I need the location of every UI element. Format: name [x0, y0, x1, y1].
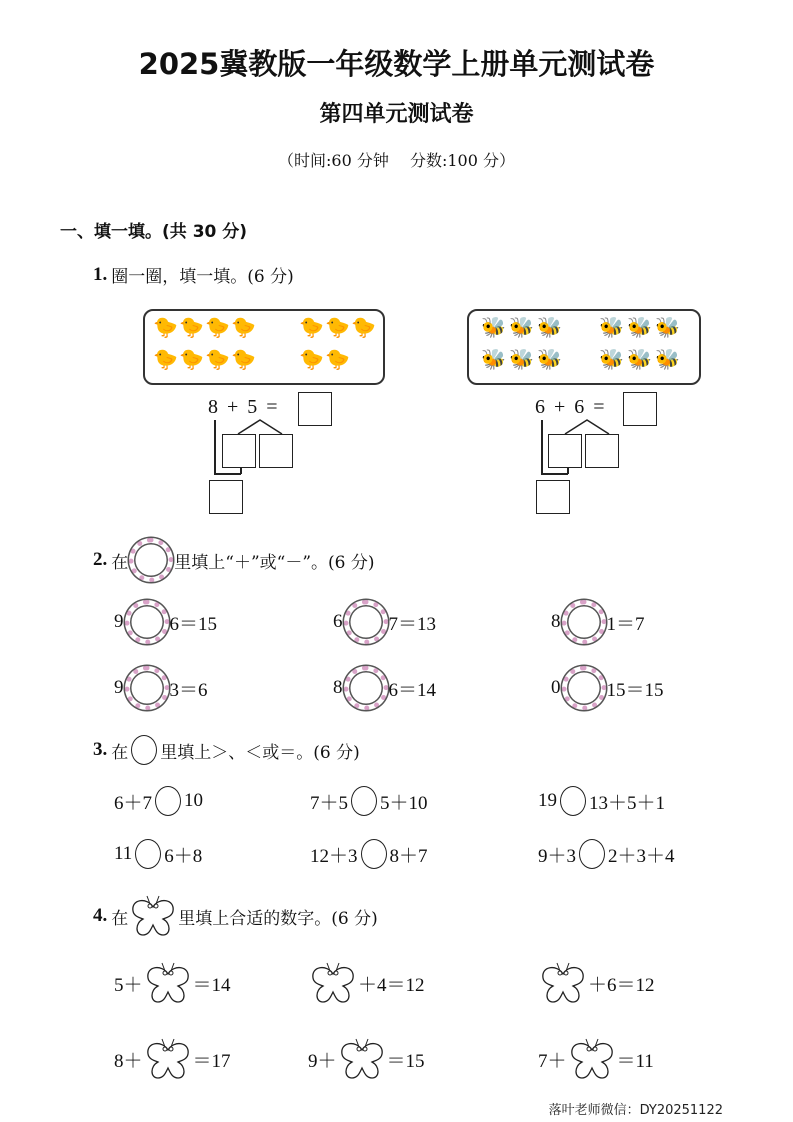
expr-left: 11 [114, 843, 133, 864]
connector-line [541, 420, 543, 474]
plus-minus-item [551, 600, 645, 644]
expr-right: 8＋7 [389, 845, 428, 867]
bee-icon: 🐝 [655, 315, 680, 339]
addend-b: 6 [574, 396, 587, 418]
bees-picture-box [467, 309, 701, 385]
operand-left: 9 [114, 677, 124, 698]
fill-number-item [308, 1036, 425, 1082]
operand-right: 3＝6 [169, 679, 208, 701]
question-text-post: 里填上合适的数字。(6 分) [178, 908, 378, 929]
bee-icon: 🐝 [481, 315, 506, 339]
question-text-pre: 在 [111, 908, 129, 929]
addend-b: 5 [247, 396, 260, 418]
answer-box-split-1[interactable] [222, 434, 256, 468]
flower-answer-circle[interactable] [562, 666, 606, 710]
chick-icon: 🐤 [153, 347, 178, 371]
expr-left: 7＋ [538, 1050, 567, 1072]
expr-right: 2＋3＋4 [608, 845, 675, 867]
addend-a: 8 [208, 396, 220, 418]
circle-icon [131, 735, 157, 765]
question-4 [93, 893, 378, 939]
butterfly-answer-box[interactable] [539, 960, 587, 1006]
chick-icon: 🐤 [231, 347, 256, 371]
answer-box-split-1[interactable] [548, 434, 582, 468]
expr-right: ＝11 [616, 1050, 654, 1072]
chick-icon: 🐤 [179, 315, 204, 339]
compare-item [310, 786, 428, 816]
equals-sign: = [593, 396, 607, 418]
bee-icon: 🐝 [599, 315, 624, 339]
answer-box-sum[interactable] [623, 392, 657, 426]
butterfly-icon [129, 893, 177, 939]
chick-icon: 🐤 [231, 315, 256, 339]
chick-icon: 🐤 [299, 347, 324, 371]
fill-number-item [114, 960, 231, 1006]
plus-minus-item [114, 600, 217, 644]
butterfly-answer-box[interactable] [568, 1036, 616, 1082]
equation-chicks [208, 396, 280, 419]
question-1 [93, 262, 294, 287]
question-text-post: 里填上“＋”或“－”。(6 分) [174, 552, 375, 573]
connector-line [214, 473, 241, 475]
plus-minus-item [333, 666, 436, 710]
bee-icon: 🐝 [599, 347, 624, 371]
question-number: 2. [93, 549, 108, 570]
compare-answer-circle[interactable] [351, 786, 377, 816]
connector-line [214, 420, 216, 474]
expr-right: 6＋8 [164, 845, 203, 867]
butterfly-answer-box[interactable] [309, 960, 357, 1006]
section-heading: 一、填一填。(共 30 分) [60, 222, 248, 242]
question-text-pre: 在 [111, 742, 129, 763]
expr-right: ＝15 [386, 1050, 425, 1072]
watermark: 落叶老师微信：DY20251122 [548, 1103, 723, 1118]
question-3 [93, 735, 360, 765]
exam-meta: （时间:60 分钟 分数:100 分） [278, 151, 515, 170]
operand-right: 1＝7 [606, 613, 645, 635]
expr-right: ＝17 [192, 1050, 231, 1072]
expr-right: ＝14 [192, 974, 231, 996]
answer-box-sum[interactable] [298, 392, 332, 426]
flower-answer-circle[interactable] [344, 666, 388, 710]
connector-line [541, 473, 568, 475]
question-text: 圈一圈，填一填。(6 分) [111, 267, 294, 287]
plus-minus-item [551, 666, 664, 710]
plus-sign: + [227, 396, 241, 418]
flower-answer-circle[interactable] [344, 600, 388, 644]
answer-box-split-2[interactable] [259, 434, 293, 468]
expr-right: ＋4＝12 [358, 974, 425, 996]
flower-answer-circle[interactable] [562, 600, 606, 644]
expr-right: 5＋10 [380, 792, 428, 814]
compare-answer-circle[interactable] [135, 839, 161, 869]
compare-item [538, 786, 665, 816]
chicks-picture-box [143, 309, 385, 385]
equation-bees [535, 396, 607, 419]
operand-right: 6＝15 [169, 613, 218, 635]
expr-left: 9＋3 [538, 845, 577, 867]
fill-number-item [114, 1036, 231, 1082]
page-title: 2025冀教版一年级数学上册单元测试卷 [138, 47, 655, 81]
compare-answer-circle[interactable] [579, 839, 605, 869]
operand-left: 9 [114, 611, 124, 632]
bee-icon: 🐝 [627, 347, 652, 371]
answer-box-tens[interactable] [536, 480, 570, 514]
bee-icon: 🐝 [509, 347, 534, 371]
butterfly-answer-box[interactable] [338, 1036, 386, 1082]
operand-right: 7＝13 [388, 613, 437, 635]
chick-icon: 🐤 [205, 315, 230, 339]
bee-icon: 🐝 [537, 347, 562, 371]
fill-number-item [308, 960, 425, 1006]
answer-box-tens[interactable] [209, 480, 243, 514]
butterfly-answer-box[interactable] [144, 960, 192, 1006]
chick-icon: 🐤 [205, 347, 230, 371]
chick-icon: 🐤 [153, 315, 178, 339]
question-text-post: 里填上＞、＜或＝。(6 分) [160, 742, 360, 763]
flower-answer-circle[interactable] [125, 600, 169, 644]
compare-item [538, 839, 675, 869]
question-number: 3. [93, 739, 108, 760]
chick-icon: 🐤 [325, 347, 350, 371]
expr-right: 10 [184, 790, 204, 811]
plus-minus-item [114, 666, 208, 710]
operand-left: 6 [333, 611, 343, 632]
plus-minus-item [333, 600, 436, 644]
operand-left: 8 [333, 677, 343, 698]
unit-subtitle: 第四单元测试卷 [319, 102, 474, 127]
expr-right: 13＋5＋1 [589, 792, 666, 814]
expr-left: 8＋ [114, 1050, 143, 1072]
question-text-pre: 在 [111, 552, 129, 573]
expr-left: 5＋ [114, 974, 143, 996]
bee-icon: 🐝 [655, 347, 680, 371]
question-number: 4. [93, 905, 108, 926]
fill-number-item [538, 960, 655, 1006]
chick-icon: 🐤 [325, 315, 350, 339]
flower-circle-icon [129, 538, 173, 582]
chick-icon: 🐤 [179, 347, 204, 371]
compare-answer-circle[interactable] [361, 839, 387, 869]
operand-left: 0 [551, 677, 561, 698]
operand-right: 6＝14 [388, 679, 437, 701]
question-2 [93, 538, 375, 582]
chick-icon: 🐤 [299, 315, 324, 339]
compare-item [310, 839, 428, 869]
expr-left: 9＋ [308, 1050, 337, 1072]
operand-right: 15＝15 [606, 679, 664, 701]
bee-icon: 🐝 [627, 315, 652, 339]
expr-left: 6＋7 [114, 792, 153, 814]
compare-item [114, 839, 202, 869]
addend-a: 6 [535, 396, 547, 418]
expr-left: 12＋3 [310, 845, 358, 867]
operand-left: 8 [551, 611, 561, 632]
equals-sign: = [266, 396, 280, 418]
expr-left: 19 [538, 790, 557, 811]
answer-box-split-2[interactable] [585, 434, 619, 468]
compare-answer-circle[interactable] [155, 786, 181, 816]
expr-right: ＋6＝12 [588, 974, 655, 996]
compare-item [114, 786, 203, 816]
butterfly-answer-box[interactable] [144, 1036, 192, 1082]
bee-icon: 🐝 [481, 347, 506, 371]
fill-number-item [538, 1036, 654, 1082]
flower-answer-circle[interactable] [125, 666, 169, 710]
plus-sign: + [554, 396, 568, 418]
expr-left: 7＋5 [310, 792, 349, 814]
chick-icon: 🐤 [351, 315, 376, 339]
question-number: 1. [93, 263, 108, 285]
compare-answer-circle[interactable] [560, 786, 586, 816]
bee-icon: 🐝 [509, 315, 534, 339]
bee-icon: 🐝 [537, 315, 562, 339]
